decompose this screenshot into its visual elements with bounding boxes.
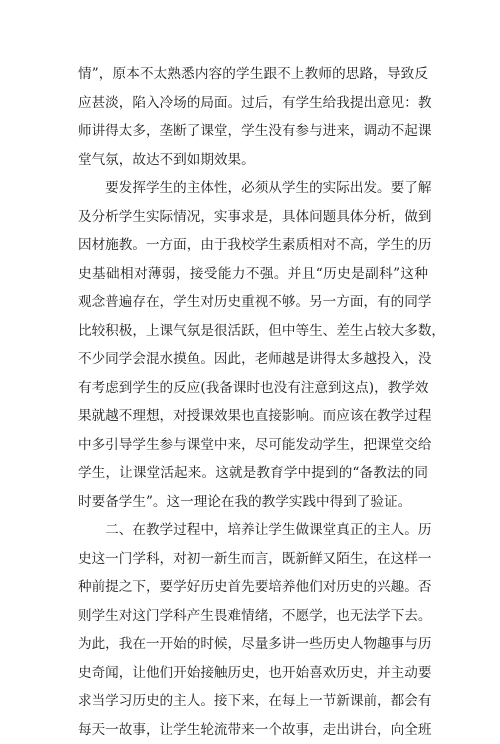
text-line: 二、在教学过程中，培养让学生做课堂真正的主人。历 xyxy=(78,516,428,545)
text-line: 求当学习历史的主人。接下来，在每上一节新课前，都会有 xyxy=(78,687,428,716)
text-line: 有考虑到学生的反应(我备课时也没有注意到这点)，教学效 xyxy=(78,374,428,403)
text-line: 师讲得太多，垄断了课堂，学生没有参与进来，调动不起课 xyxy=(78,117,428,146)
text-line: 时要备学生”。这一理论在我的教学实践中得到了验证。 xyxy=(78,488,428,517)
text-line: 每天一故事，让学生轮流带来一个故事，走出讲台，向全班 xyxy=(78,716,428,744)
text-line: 及分析学生实际情况，实事求是，具体问题具体分析，做到 xyxy=(78,203,428,232)
text-line: 史这一门学科，对初一新生而言，既新鲜又陌生，在这样一 xyxy=(78,545,428,574)
text-line: 观念普遍存在，学生对历史重视不够。另一方面，有的同学 xyxy=(78,288,428,317)
text-line: 应甚淡，陷入冷场的局面。过后，有学生给我提出意见：教 xyxy=(78,89,428,118)
text-line: 中多引导学生参与课堂中来，尽可能发动学生，把课堂交给 xyxy=(78,431,428,460)
text-line: 比较积极，上课气氛是很活跃，但中等生、差生占较大多数， xyxy=(78,317,428,346)
text-line: 因材施教。一方面，由于我校学生素质相对不高，学生的历 xyxy=(78,231,428,260)
text-line: 史奇闻，让他们开始接触历史，也开始喜欢历史，并主动要 xyxy=(78,659,428,688)
text-line: 为此，我在一开始的时候，尽量多讲一些历史人物趣事与历 xyxy=(78,630,428,659)
text-line: 要发挥学生的主体性，必须从学生的实际出发。要了解 xyxy=(78,174,428,203)
text-line: 果就越不理想，对授课效果也直接影响。而应该在教学过程 xyxy=(78,402,428,431)
text-line: 则学生对这门学科产生畏难情绪，不愿学，也无法学下去。 xyxy=(78,602,428,631)
text-line: 史基础相对薄弱，接受能力不强。并且“历史是副科”这种 xyxy=(78,260,428,289)
text-line: 情”，原本不太熟悉内容的学生跟不上教师的思路，导致反 xyxy=(78,60,428,89)
text-line: 堂气氛，故达不到如期效果。 xyxy=(78,146,428,175)
text-line: 不少同学会混水摸鱼。因此，老师越是讲得太多越投入，没 xyxy=(78,345,428,374)
text-line: 种前提之下，要学好历史首先要培养他们对历史的兴趣。否 xyxy=(78,573,428,602)
body-text xyxy=(78,60,428,744)
text-line: 学生，让课堂活起来。这就是教育学中提到的“备教法的同 xyxy=(78,459,428,488)
